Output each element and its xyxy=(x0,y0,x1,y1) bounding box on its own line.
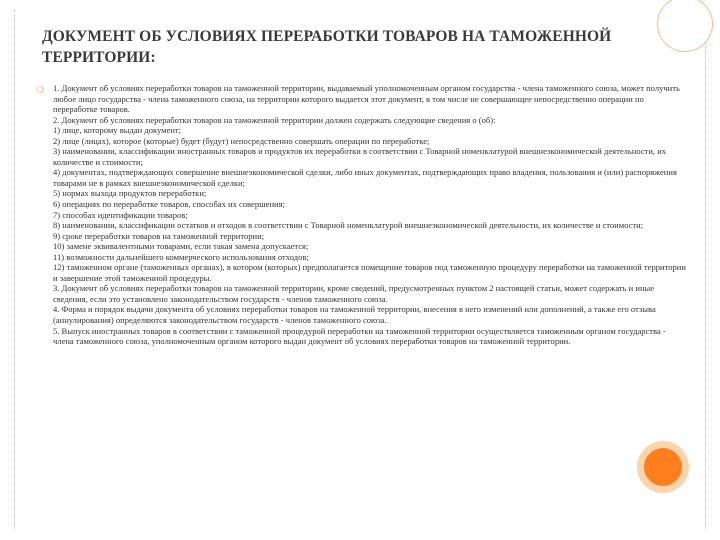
paragraph: 1) лице, которому выдан документ; xyxy=(53,125,182,136)
paragraph: 4) документах, подтверждающих совершение внешнеэкономической сделки, либо иных документах, подтверждающих право владения, пользования и (или) распоряжения товарами не в рамках внешнеэкономической сделки; xyxy=(53,167,677,188)
paragraph: 6) операциях по переработке товаров, способах их совершения; xyxy=(53,199,285,210)
paragraph: 5) нормах выхода продуктов переработки; xyxy=(53,188,207,199)
paragraph: 11) возможности дальнейшего коммерческого использования отходов; xyxy=(53,251,309,262)
paragraph: 3) наименовании, классификации иностранных товаров и продуктов их переработки в соответствии с Товарной номенклатурой внешнеэкономической деятельности, их количестве и стоимости; xyxy=(53,146,667,167)
slide-title: ДОКУМЕНТ ОБ УСЛОВИЯХ ПЕРЕРАБОТКИ ТОВАРОВ НА ТАМОЖЕННОЙ ТЕРРИТОРИИ: xyxy=(42,28,612,66)
bullet-circle-icon: ❍ xyxy=(35,85,45,95)
paragraph: 1. Документ об условиях переработки товаров на таможенной территории, выдаваемый уполномоченным органом государства - члена таможенного союза, может получить любое лицо государства - члена таможенного союза, на территории которого выдается этот документ, в том числе не совершающее непосредственно операции по переработке товаров. xyxy=(53,83,680,115)
slide-body xyxy=(53,83,688,347)
paragraph: 8) наименовании, классификации остатков и отходов в соответствии с Товарной номенклатурой внешнеэкономической деятельности, их количестве и стоимости; xyxy=(53,220,644,231)
paragraph: 10) замене эквивалентными товарами, если такая замена допускается; xyxy=(53,241,309,252)
decorative-circle-inner xyxy=(644,448,682,486)
paragraph: 7) способах идентификации товаров; xyxy=(53,209,188,220)
paragraph: 4. Форма и порядок выдачи документа об условиях переработки товаров на таможенной территории, внесения в него изменений или дополнений, а также его отзыва (аннулирования) определяются законодательством государств - членов таможенного союза. xyxy=(53,304,656,326)
paragraph: 3. Документ об условиях переработки товаров на таможенной территории, кроме сведений, предусмотренных пунктом 2 настоящей статьи, может содержать и иные сведения, если это установлено законодательством государств - членов таможенного союза. xyxy=(53,283,655,304)
paragraph: 9) сроке переработки товаров на таможенной территории; xyxy=(53,230,265,241)
paragraph: 5. Выпуск иностранных товаров в соответствии с таможенной процедурой переработки на таможенной территории осуществляется таможенным органом государства - члена таможенного союза, уполномоченным органом которого выдан документ об условиях переработки товаров на таможенной территории. xyxy=(53,325,666,347)
paragraph: 12) таможенном органе (таможенных органах), в котором (которых) предполагается помещение товаров под таможенную процедуру переработки на таможенной территории и завершение этой таможенной процедуры. xyxy=(53,262,686,283)
paragraph: 2. Документ об условиях переработки товаров на таможенной территории должен содержать следующие сведения о (об): xyxy=(53,114,496,125)
paragraph: 2) лице (лицах), которое (которые) будет (будут) непосредственно совершать операции по переработке; xyxy=(53,135,430,146)
